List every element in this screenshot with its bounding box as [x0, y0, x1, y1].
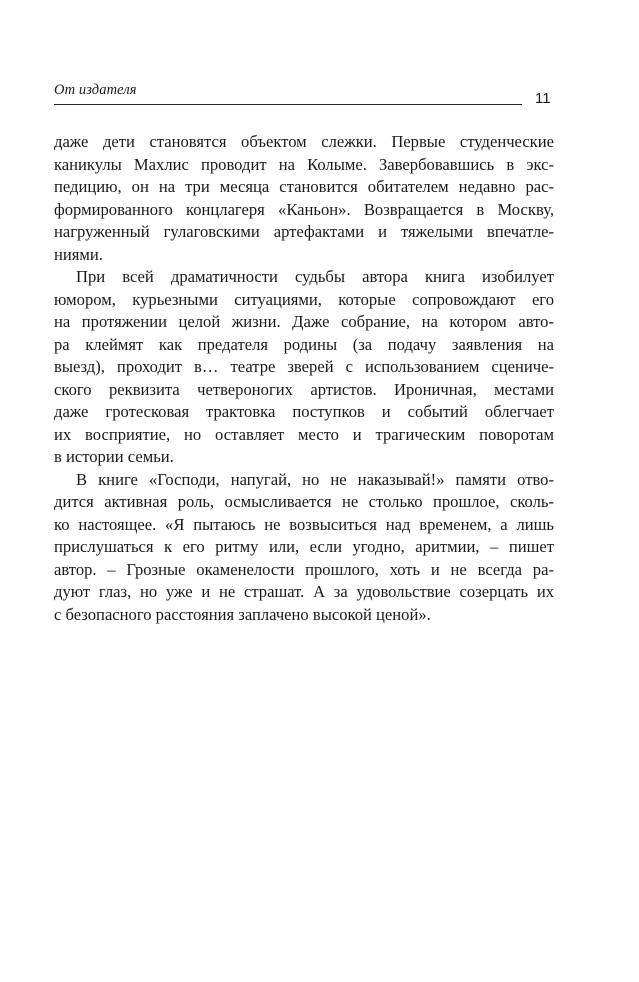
text-line: автор. – Грозные окаменелости прошлого, хоть и не всегда ра-	[54, 559, 554, 579]
text-line: формированного концлагеря «Каньон». Возвращается в Москву,	[54, 199, 554, 219]
running-title: От издателя	[54, 82, 137, 98]
body-text	[54, 131, 554, 626]
text-line: ниями.	[54, 244, 103, 264]
text-line: нагруженный гулаговскими артефактами и тяжелыми впечатле-	[54, 222, 554, 241]
text-line: с безопасного расстояния заплачено высокой ценой».	[54, 604, 431, 624]
text-line: ко настоящее. «Я пытаюсь не возвыситься над временем, а лишь	[54, 514, 554, 534]
page-number: 11	[535, 90, 551, 107]
text-line: даже гротесковая трактовка поступков и событий облегчает	[54, 402, 554, 421]
text-line: каникулы Махлис проводит на Колыме. Завербовавшись в экс-	[54, 154, 554, 174]
text-line: дуют глаз, но уже и не страшат. А за удовольствие созерцать их	[54, 582, 554, 601]
text-line: прислушаться к его ритму или, если угодно, аритмии, – пишет	[54, 537, 554, 556]
text-line: юмором, курьезными ситуациями, которые сопровождают его	[54, 289, 554, 309]
text-line: дится активная роль, осмысливается не столько прошлое, сколь-	[54, 492, 554, 511]
paragraph-first-line: При всей драматичности судьбы автора книга изобилует	[76, 267, 554, 286]
text-line: в истории семьи.	[54, 447, 174, 466]
text-line: их восприятие, но оставляет место и трагическим поворотам	[54, 424, 554, 444]
text-line: ского реквизита четвероногих артистов. Ироничная, местами	[54, 379, 554, 399]
text-line: даже дети становятся объектом слежки. Первые студенческие	[54, 132, 554, 151]
text-line: выезд), проходит в… театре зверей с использованием сцениче-	[54, 357, 554, 376]
text-line: ра клеймят как предателя родины (за подачу заявления на	[54, 334, 554, 354]
text-line: на протяжении целой жизни. Даже собрание, на котором авто-	[54, 312, 554, 331]
paragraph-first-line: В книге «Господи, напугай, но не наказывай!» памяти отво-	[76, 469, 554, 489]
text-line: педицию, он на три месяца становится обитателем недавно рас-	[54, 177, 554, 196]
running-head	[54, 80, 522, 105]
